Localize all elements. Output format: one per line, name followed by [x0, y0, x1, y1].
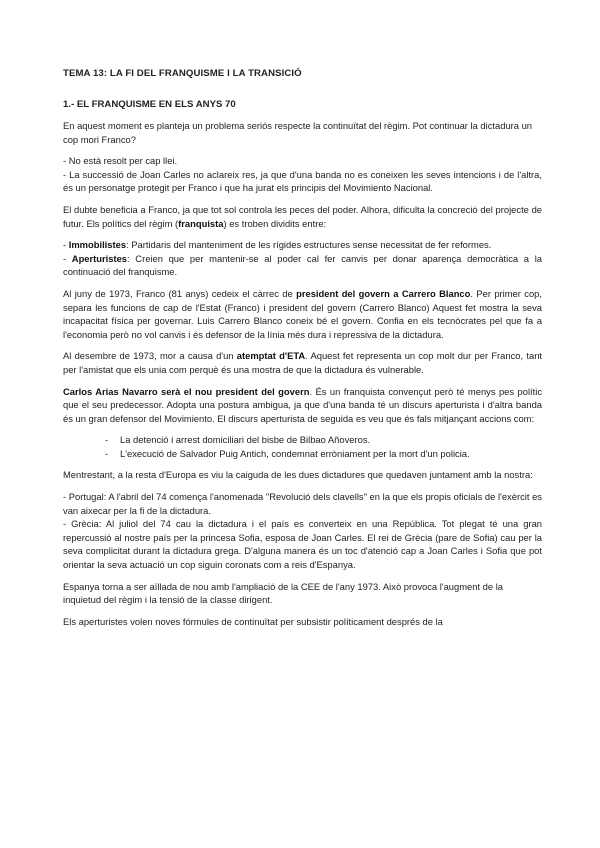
franquista-term: franquista	[178, 217, 224, 229]
faction-immobilistes	[63, 238, 542, 252]
paragraph-succession	[63, 154, 542, 195]
document-title: TEMA 13: LA FI DEL FRANQUISME I LA TRANSICIÓ	[63, 68, 302, 79]
country-portugal: - Portugal: A l'abril del 74 comença l'anomenada "Revolució dels clavells" en la que els propis oficials de l'exèrcit es van aixecar per la fi de la dictadura.	[63, 491, 542, 516]
paragraph-aperturistes-formulas: Els aperturistes volen noves fórmules de continuïtat per subsistir políticament després de la	[63, 615, 443, 627]
eta-text-start: Al desembre de 1973, mor a causa d'un	[63, 350, 237, 362]
paragraph-doubt	[63, 203, 542, 230]
succession-point-joan-carles: - La successió de Joan Carles no aclareix res, ja que d'una banda no es coneixen les seves intencions i de l'altra, és un personatge protegit per Franco i que ha jurat els principis del Movimiento Nacional.	[63, 168, 542, 194]
immobilistes-term: Immobilistes	[68, 239, 127, 251]
doubt-text-start: El dubte beneficia a Franco, ja que tot sol controla les peces del poder. Alhora, dificulta la concreció del projecte de futur. Els polítics del règim (	[63, 203, 542, 229]
list-item	[63, 447, 542, 461]
aperturistes-definition: : Creien que per mantenir-se al poder cal fer canvis per donar aparença democràtica a la continuació del franquisme.	[63, 252, 542, 278]
paragraph-arias-navarro	[63, 385, 542, 426]
succession-point-law: - No està resolt per cap llei.	[63, 155, 178, 167]
actions-list	[63, 433, 542, 460]
eta-text-end: . Aquest fet representa un cop molt dur per Franco, tant per l'amistat que els unia com perquè és una mostra de que la dictadura és vulnerable.	[63, 350, 543, 375]
faction-aperturistes	[63, 252, 542, 279]
faction-dash: -	[63, 252, 72, 264]
arias-highlight: Carlos Arias Navarro serà el nou president del govern	[63, 385, 310, 397]
list-item-text: La detenció i arrest domiciliari del bisbe de Bilbao Añoveros.	[120, 434, 371, 446]
paragraph-carrero-blanco	[63, 287, 542, 341]
carrero-text-end: . Per primer cop, separa les funcions de cap de l'Estat (Franco) i president del govern (Carrero Blanco) Aquest fet mostra la seva incapacitat física per governar. Luis Carrero Blanco coneix bé el govern. Confia en els tecnòcrates pel que fa a l'economia però no vol canvis i és defensor de la línia més dura i repressiva de la dictadura.	[63, 287, 542, 340]
list-item	[63, 433, 542, 447]
immobilistes-definition: : Partidaris del manteniment de les rígides estructures sense necessitat de fer reformes.	[126, 239, 492, 251]
bullet-dash: -	[105, 447, 109, 459]
paragraph-factions	[63, 238, 542, 279]
aperturistes-term: Aperturistes	[71, 252, 128, 264]
eta-highlight: atemptat d'ETA	[236, 350, 306, 362]
country-greece: - Grècia: Al juliol del 74 cau la dictadura i el país es converteix en una República. Tot plegat té una gran repercussió al nostre país per la princesa Sofia, esposa de Joan Carles. El rei de Grècia (pare de Sofia) cau per la seva complicitat durant la dictadura grega. D'alguna manera és un toc d'atenció cap a Joan Carles i Sofia que pot orientar la seva actuació un cop siguin coronats com a reis d'Espanya.	[63, 518, 542, 571]
carrero-highlight: president del govern a Carrero Blanco	[296, 287, 471, 299]
paragraph-cee: Espanya torna a ser aïllada de nou amb l'ampliació de la CEE de l'any 1973. Això provoca l'augment de la inquietud del règim i la tensió de la classe dirigent.	[63, 580, 504, 606]
paragraph-eta-attack	[63, 349, 542, 376]
faction-dash: -	[63, 239, 69, 251]
arias-text: . És un franquista convençut però té menys pes polític que el seu predecessor. Adopta una postura ambigua, ja que d'una banda té un discurs aperturista i d'altra banda és un gran defensor del Movimiento. El discurs aperturista de seguida es veu que és fals mitjançant accions com:	[63, 385, 543, 424]
paragraph-countries	[63, 490, 542, 572]
paragraph-europe: Mentrestant, a la resta d'Europa es viu la caiguda de les dues dictadures que quedaven juntament amb la nostra:	[63, 469, 533, 481]
paragraph-intro: En aquest moment es planteja un problema seriós respecte la continuïtat del règim. Pot continuar la dictadura un cop mori Franco?	[63, 120, 533, 145]
list-item-text: L'execució de Salvador Puig Antich, condemnat erròniament per la mort d'un policia.	[120, 447, 470, 459]
bullet-dash: -	[105, 434, 109, 446]
doubt-text-end: ) es troben dividits entre:	[223, 217, 327, 229]
section-title: 1.- EL FRANQUISME EN ELS ANYS 70	[63, 99, 236, 110]
carrero-text-start: Al juny de 1973, Franco (81 anys) cedeix el càrrec de	[63, 287, 297, 299]
